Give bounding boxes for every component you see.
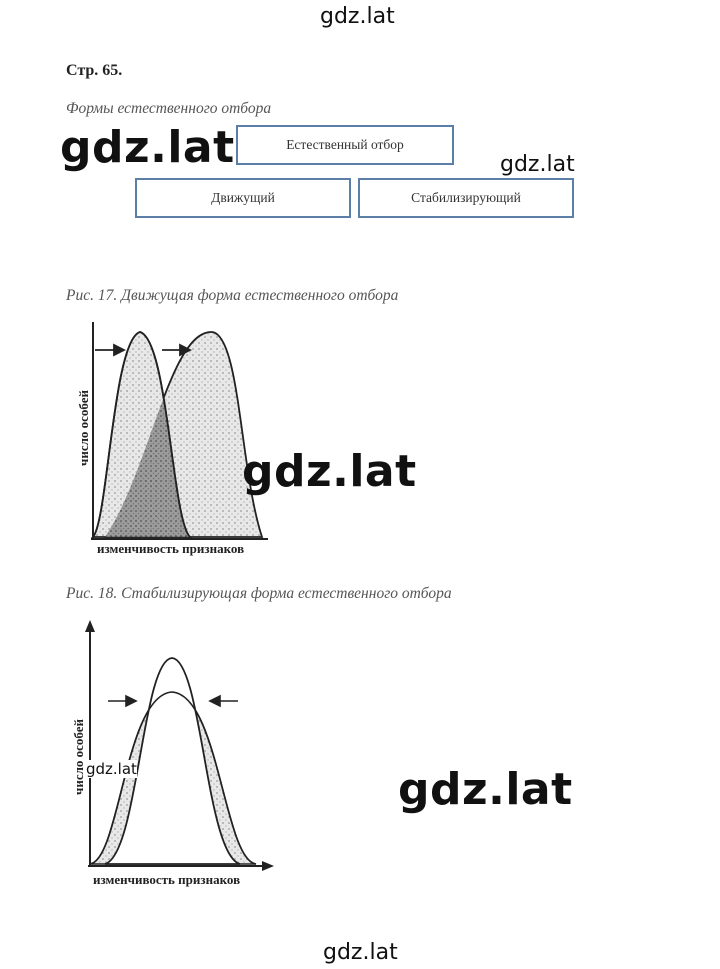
watermark-right-small: gdz.lat	[500, 152, 575, 177]
fig17-ylabel: число особей	[76, 390, 91, 466]
diagram-child-box-stabilizing: Стабилизирующий	[358, 178, 574, 218]
diagram-child-box-driving: Движущий	[135, 178, 351, 218]
watermark-left-big: gdz.lat	[60, 122, 235, 173]
watermark-bottom: gdz.lat	[323, 940, 398, 965]
watermark-top: gdz.lat	[320, 4, 395, 29]
fig17-xlabel: изменчивость признаков	[97, 541, 245, 556]
fig18-xlabel: изменчивость признаков	[93, 872, 241, 887]
section-caption: Формы естественного отбора	[66, 100, 272, 117]
fig18-arrow-left	[108, 696, 136, 706]
fig17-arrow-left	[95, 345, 124, 355]
figure17-caption: Рис. 17. Движущая форма естественного отбора	[66, 287, 399, 304]
watermark-center-big: gdz.lat	[242, 446, 417, 497]
watermark-right-big: gdz.lat	[398, 764, 573, 815]
fig18-arrow-right	[210, 696, 238, 706]
page-title: Стр. 65.	[66, 62, 123, 79]
diagram-root-box: Естественный отбор	[236, 125, 454, 165]
fig18-ylabel: число особей	[71, 719, 86, 795]
fig18-x-arrow	[262, 861, 274, 871]
fig18-y-arrow	[85, 620, 95, 632]
watermark-left-small: gdz.lat	[86, 760, 137, 778]
figure18-caption: Рис. 18. Стабилизирующая форма естественного отбора	[66, 585, 452, 602]
